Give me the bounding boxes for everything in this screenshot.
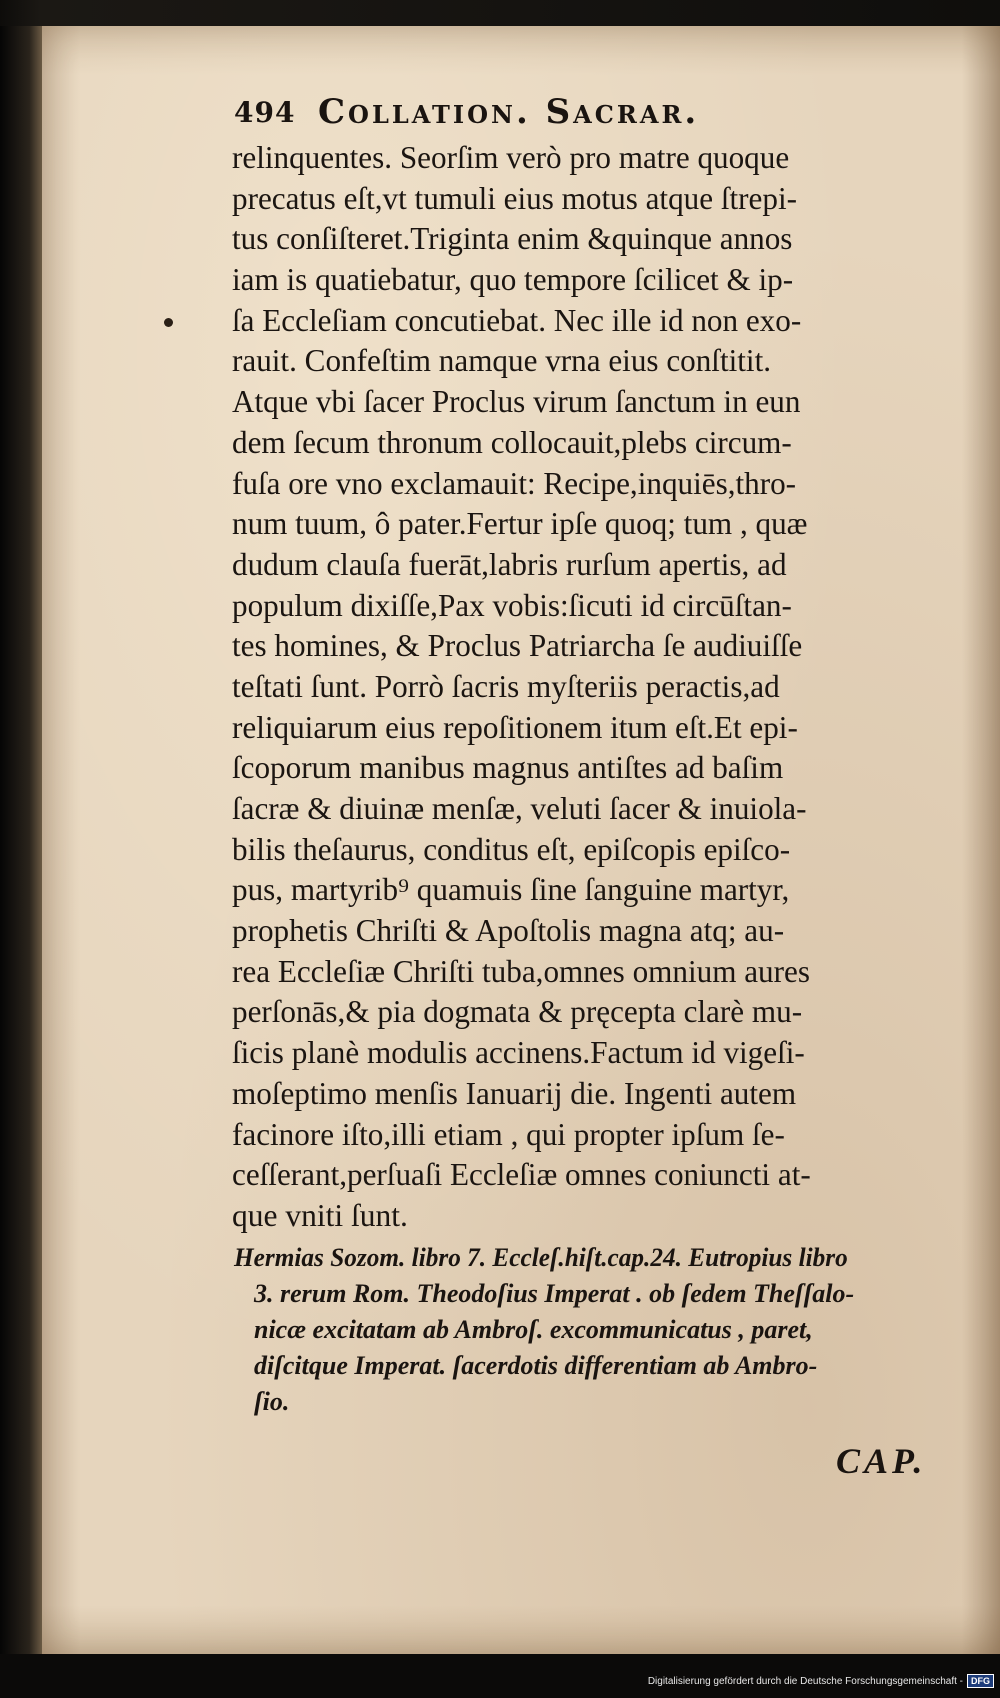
body-text bbox=[232, 138, 962, 1237]
running-head: Collation. Sacrar. bbox=[318, 92, 700, 132]
text-line: num tuum, ô pater.Fertur ipſe quoq; tum , quæ bbox=[232, 506, 808, 542]
text-line: dudum clauſa fuerāt,labris rurſum apertis, ad bbox=[232, 546, 787, 582]
note-line: diſcitque Imperat. ſacerdotis differentiam ab Ambro- bbox=[254, 1351, 818, 1380]
text-line: fuſa ore vno exclamauit: Recipe,inquiēs,thro- bbox=[232, 465, 797, 501]
text-line: rauit. Confeſtim namque vrna eius conſtitit. bbox=[232, 343, 772, 379]
text-line: moſeptimo menſis Ianuarij die. Ingenti autem bbox=[232, 1075, 797, 1111]
text-line: rea Eccleſiæ Chriſti tuba,omnes omnium aures bbox=[232, 953, 810, 989]
text-line: ſicis planè modulis accinens.Factum id vigeſi- bbox=[232, 1035, 805, 1071]
text-line: precatus eſt,vt tumuli eius motus atque ſtrepi- bbox=[232, 180, 797, 216]
text-line: teſtati ſunt. Porrò ſacris myſteriis peractis,ad bbox=[232, 668, 780, 704]
note-line: Hermias Sozom. libro 7. Eccleſ.hiſt.cap.24. Eutropius libro bbox=[234, 1243, 848, 1272]
text-line: perſonās,& pia dogmata & pręcepta clarè mu- bbox=[232, 994, 803, 1030]
page-header bbox=[234, 92, 954, 136]
text-line: dem ſecum thronum collocauit,plebs circum- bbox=[232, 424, 792, 460]
book-spine-shadow bbox=[0, 26, 42, 1654]
text-line: ſacræ & diuinæ menſæ, veluti ſacer & inuiola- bbox=[232, 791, 807, 826]
note-line: nicæ excitatam ab Ambroſ. excommunicatus , paret, bbox=[254, 1315, 813, 1344]
marginal-note-block bbox=[234, 1240, 954, 1420]
text-line: relinquentes. Seorſim verò pro matre quoque bbox=[232, 140, 790, 175]
text-line: prophetis Chriſti & Apoſtolis magna atq; au- bbox=[232, 913, 785, 949]
credit-text: Digitalisierung gefördert durch die Deutsche Forschungsgemeinschaft - bbox=[647, 1675, 963, 1687]
text-line: facinore iſto,illi etiam , qui propter ipſum ſe- bbox=[232, 1116, 785, 1152]
text-line: ceſſerant,perſuaſi Eccleſiæ omnes coniuncti at- bbox=[232, 1157, 811, 1193]
text-line: ſcoporum manibus magnus antiſtes ad baſim bbox=[232, 750, 784, 786]
digitization-credit bbox=[648, 1674, 994, 1688]
text-line: tes homines, & Proclus Patriarcha ſe audiuiſſe bbox=[232, 628, 803, 664]
text-line: ſa Eccleſiam concutiebat. Nec ille id non exo- bbox=[232, 302, 802, 338]
text-line: que vniti ſunt. bbox=[232, 1197, 408, 1233]
dfg-logo: DFG bbox=[967, 1674, 994, 1688]
text-line: populum dixiſſe,Pax vobis:ſicuti id circūſtan- bbox=[232, 587, 792, 623]
text-line: Atque vbi ſacer Proclus virum ſanctum in eun bbox=[232, 384, 801, 420]
note-line: ſio. bbox=[254, 1387, 290, 1416]
catchword: CAP. bbox=[836, 1441, 927, 1481]
note-line: 3. rerum Rom. Theodoſius Imperat . ob ſedem Theſſalo- bbox=[254, 1279, 855, 1308]
ink-stain bbox=[164, 318, 173, 327]
text-line: bilis theſaurus, conditus eſt, epiſcopis epiſco- bbox=[232, 831, 791, 867]
text-line: iam is quatiebatur, quo tempore ſcilicet & ip- bbox=[232, 262, 794, 298]
text-line: pus, martyrib⁹ quamuis ſine ſanguine martyr, bbox=[232, 872, 790, 908]
text-line: reliquiarum eius repoſitionem itum eſt.Et epi- bbox=[232, 709, 798, 745]
text-line: tus conſiſteret.Triginta enim &quinque annos bbox=[232, 221, 793, 257]
page-number: 494 bbox=[234, 96, 296, 129]
